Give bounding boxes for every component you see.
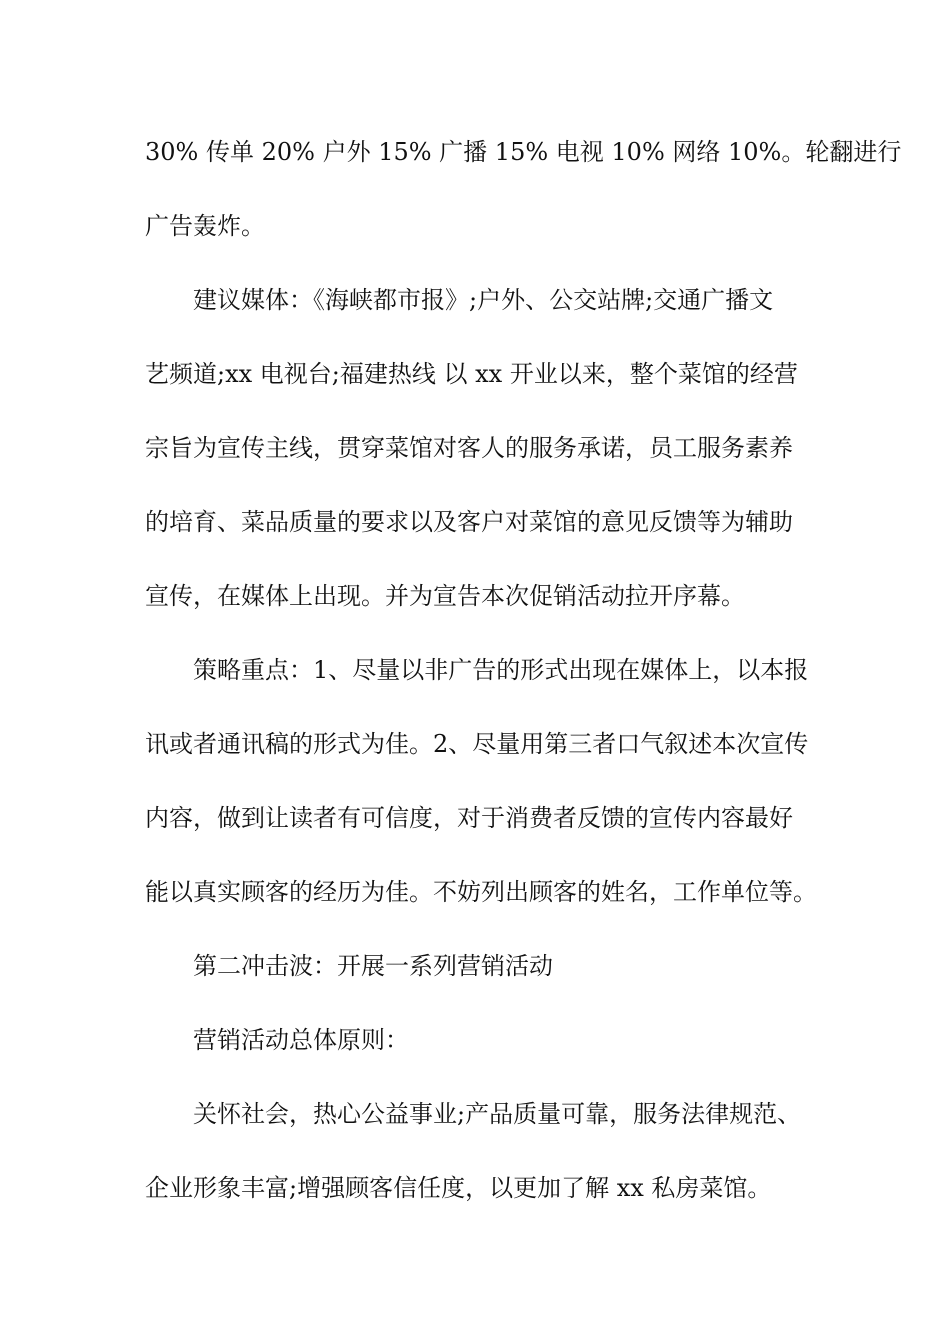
text-line: 的培育、菜品质量的要求以及客户对菜馆的意见反馈等为辅助 [145, 508, 793, 536]
subsection-heading: 营销活动总体原则： [193, 1026, 409, 1054]
text-line: 讯或者通讯稿的形式为佳。2、尽量用第三者口气叙述本次宣传 [145, 730, 809, 758]
text-line: 广告轰炸。 [145, 212, 265, 240]
section-heading: 第二冲击波：开展一系列营销活动 [193, 952, 553, 980]
text-line: 宣传，在媒体上出现。并为宣告本次促销活动拉开序幕。 [145, 582, 745, 610]
text-line: 艺频道;xx 电视台;福建热线 以 xx 开业以来，整个菜馆的经营 [145, 360, 798, 388]
paragraph-start-line: 建议媒体：《海峡都市报》;户外、公交站牌;交通广播文 [193, 286, 774, 314]
text-line: 企业形象丰富;增强顾客信任度，以更加了解 xx 私房菜馆。 [145, 1174, 772, 1202]
paragraph-start-line: 关怀社会，热心公益事业;产品质量可靠，服务法律规范、 [193, 1100, 802, 1128]
paragraph-start-line: 策略重点：1、尽量以非广告的形式出现在媒体上，以本报 [193, 656, 809, 684]
text-line: 宗旨为宣传主线，贯穿菜馆对客人的服务承诺，员工服务素养 [145, 434, 793, 462]
text-line: 内容，做到让读者有可信度，对于消费者反馈的宣传内容最好 [145, 804, 793, 832]
text-line: 能以真实顾客的经历为佳。不妨列出顾客的姓名，工作单位等。 [145, 878, 817, 906]
text-line: 30% 传单 20% 户外 15% 广播 15% 电视 10% 网络 10%。轮翻进行 [145, 138, 902, 166]
